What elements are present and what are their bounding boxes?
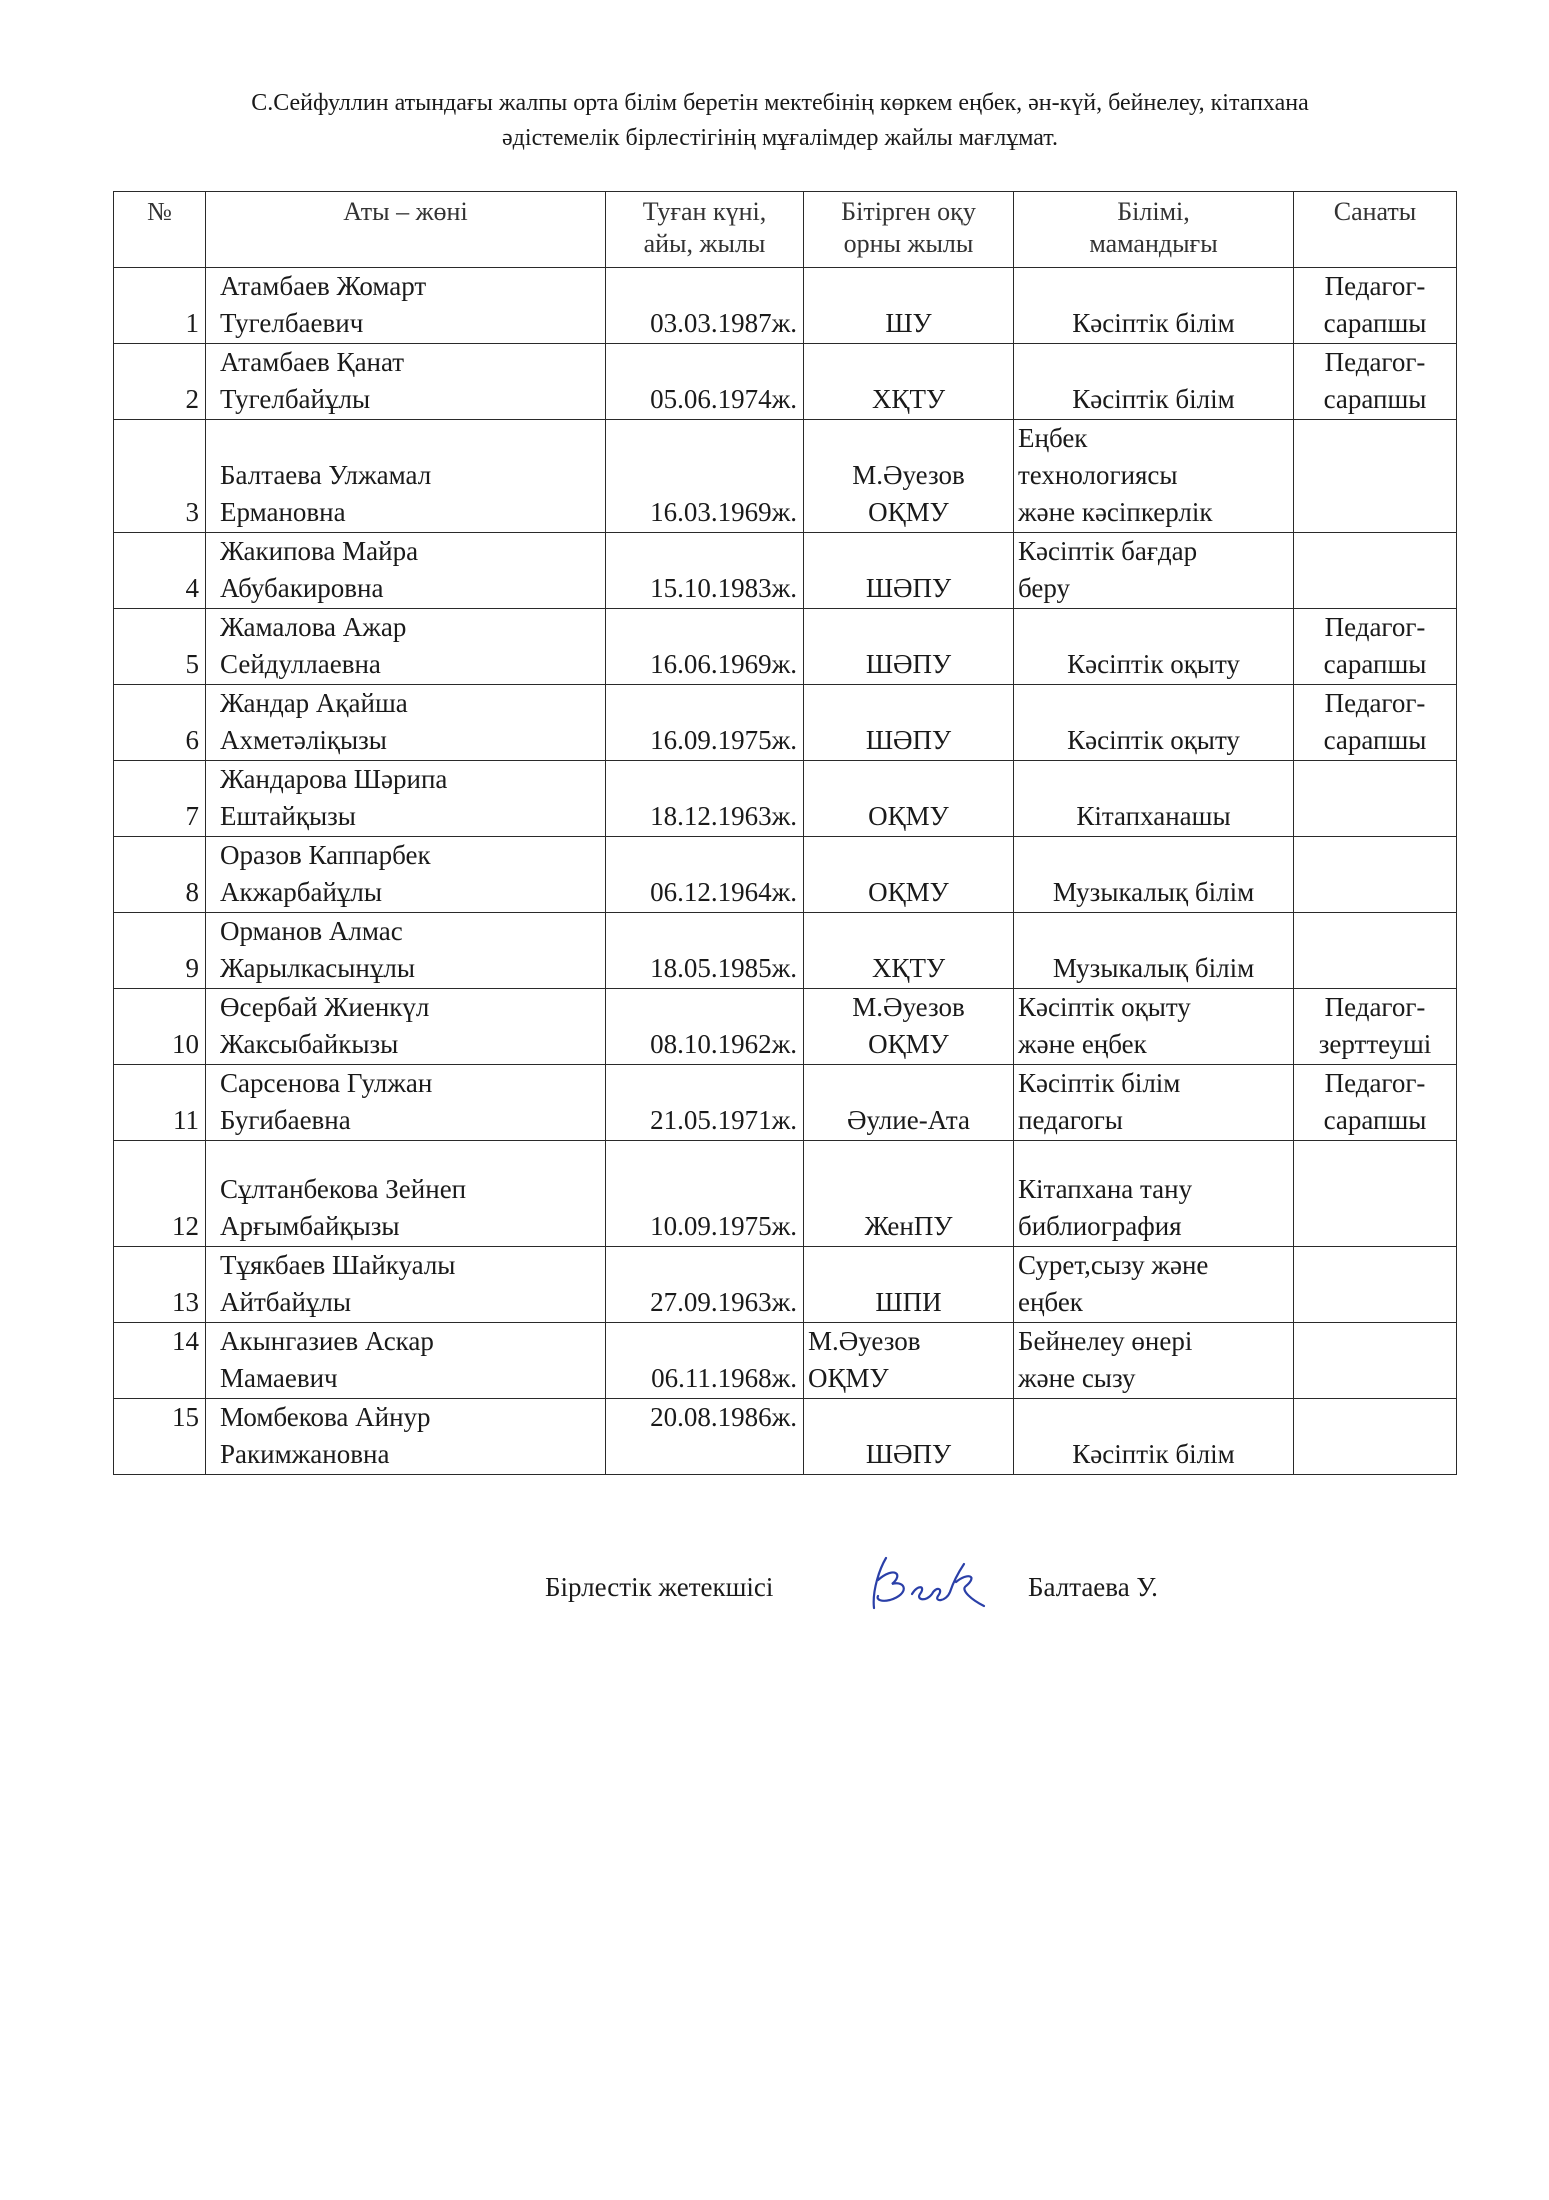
teacher-name-line: Тугелбайұлы (220, 384, 371, 414)
teacher-name-line: Тугелбаевич (220, 308, 364, 338)
category (1294, 989, 1457, 1065)
category-line: зерттеуші (1318, 1029, 1432, 1059)
table-row (114, 913, 1457, 989)
teachers-table (113, 191, 1457, 1475)
university-line: ОҚМУ (808, 1363, 889, 1393)
birth-date: 18.12.1963ж. (606, 761, 804, 837)
teacher-name-line: Өсербай Жиенкүл (220, 992, 430, 1022)
table-row (114, 1141, 1457, 1247)
birth-date: 05.06.1974ж. (606, 344, 804, 420)
category (1294, 420, 1457, 533)
teacher-name-line: Жандарова Шәрипа (220, 764, 448, 794)
teacher-name-line: Акжарбайұлы (220, 877, 383, 907)
teacher-name-line: Орманов Алмас (220, 916, 403, 946)
category (1294, 913, 1457, 989)
category-line: Педагог- (1324, 271, 1426, 301)
university (804, 420, 1014, 533)
category (1294, 1065, 1457, 1141)
birth-date: 06.11.1968ж. (606, 1323, 804, 1399)
category-line: Педагог- (1324, 1068, 1426, 1098)
university (804, 344, 1014, 420)
category-line: сарапшы (1323, 725, 1427, 755)
row-number: 1 (114, 268, 206, 344)
university-line: М.Әуезов (808, 1326, 921, 1356)
teacher-name-line: Жандар Ақайша (220, 688, 408, 718)
table-row (114, 837, 1457, 913)
education-line: Кәсіптік білім (1072, 1439, 1235, 1469)
table-row (114, 761, 1457, 837)
teacher-name-line: Мамаевич (220, 1363, 338, 1393)
document-title (110, 86, 1450, 156)
category (1294, 837, 1457, 913)
row-number: 12 (114, 1141, 206, 1247)
birth-date: 03.03.1987ж. (606, 268, 804, 344)
header-category: Санаты (1294, 192, 1457, 268)
row-number: 3 (114, 420, 206, 533)
category-line: сарапшы (1323, 1105, 1427, 1135)
handwritten-signature (860, 1550, 990, 1620)
university (804, 913, 1014, 989)
education-line: Кәсіптік бағдар (1018, 536, 1198, 566)
table-row (114, 1399, 1457, 1475)
title-line-1: С.Сейфуллин атындағы жалпы орта білім беретін мектебінің көркем еңбек, ән-күй, бейнелеу, кітапхана (251, 90, 1309, 116)
university (804, 268, 1014, 344)
teacher-name (206, 913, 606, 989)
category (1294, 1247, 1457, 1323)
category-line: Педагог- (1324, 992, 1426, 1022)
row-number: 7 (114, 761, 206, 837)
university (804, 1399, 1014, 1475)
teacher-name-line: Акынгазиев Аскар (220, 1326, 434, 1356)
row-number: 10 (114, 989, 206, 1065)
university (804, 1065, 1014, 1141)
birth-date: 21.05.1971ж. (606, 1065, 804, 1141)
birth-date: 06.12.1964ж. (606, 837, 804, 913)
education (1014, 989, 1294, 1065)
row-number: 13 (114, 1247, 206, 1323)
education-line: Кәсіптік білім (1072, 384, 1235, 414)
birth-date: 15.10.1983ж. (606, 533, 804, 609)
university-line: ШӘПУ (865, 725, 952, 755)
row-number: 6 (114, 685, 206, 761)
teacher-name-line: Бугибаевна (220, 1105, 351, 1135)
birth-date: 18.05.1985ж. (606, 913, 804, 989)
category (1294, 268, 1457, 344)
education (1014, 268, 1294, 344)
education-line: және еңбек (1018, 1029, 1147, 1059)
teacher-name-line: Абубакировна (220, 573, 384, 603)
category (1294, 533, 1457, 609)
leader-label: Бірлестік жетекшісі (545, 1572, 774, 1602)
header-birth-line: айы, жылы (643, 229, 766, 258)
teacher-name (206, 344, 606, 420)
category-line: Педагог- (1324, 347, 1426, 377)
category-line: Педагог- (1324, 612, 1426, 642)
education-line: және сызу (1018, 1363, 1136, 1393)
university (804, 1323, 1014, 1399)
signature-block (0, 1572, 1549, 1642)
teacher-name (206, 989, 606, 1065)
education-line: еңбек (1018, 1287, 1083, 1317)
university-line: ЖенПУ (864, 1211, 953, 1241)
education (1014, 837, 1294, 913)
table-row (114, 420, 1457, 533)
category (1294, 1141, 1457, 1247)
education (1014, 420, 1294, 533)
education (1014, 1065, 1294, 1141)
university-line: ШӘПУ (865, 573, 952, 603)
category-line: Педагог- (1324, 688, 1426, 718)
header-university (804, 192, 1014, 268)
university (804, 989, 1014, 1065)
university-line: М.Әуезов (852, 460, 965, 490)
university (804, 1247, 1014, 1323)
header-number: № (114, 192, 206, 268)
teacher-name (206, 761, 606, 837)
teacher-name-line: Жаксыбайкызы (220, 1029, 399, 1059)
table-header-row (114, 192, 1457, 268)
birth-date: 16.06.1969ж. (606, 609, 804, 685)
category (1294, 1323, 1457, 1399)
birth-date: 16.03.1969ж. (606, 420, 804, 533)
university (804, 609, 1014, 685)
header-name: Аты – жөні (206, 192, 606, 268)
category (1294, 761, 1457, 837)
category (1294, 609, 1457, 685)
university-line: ШУ (885, 308, 932, 338)
teacher-name (206, 837, 606, 913)
university-line: ШӘПУ (865, 649, 952, 679)
university-line: Әулие-Ата (847, 1105, 970, 1135)
row-number: 14 (114, 1323, 206, 1399)
education (1014, 533, 1294, 609)
university-line: ХҚТУ (871, 953, 946, 983)
teacher-name (206, 1399, 606, 1475)
teacher-name (206, 1065, 606, 1141)
education-line: Кәсіптік білім (1072, 308, 1235, 338)
university-line: ШПИ (875, 1287, 942, 1317)
row-number: 9 (114, 913, 206, 989)
university-line: ШӘПУ (865, 1439, 952, 1469)
education-line: Еңбек (1018, 423, 1088, 453)
header-education (1014, 192, 1294, 268)
teacher-name-line: Оразов Каппарбек (220, 840, 431, 870)
education-line: Музыкалық білім (1052, 877, 1255, 907)
header-education-line: Білімі, (1117, 197, 1190, 226)
teacher-name-line: Балтаева Улжамал (220, 460, 432, 490)
education (1014, 1399, 1294, 1475)
teacher-name-line: Атамбаев Жомарт (220, 271, 427, 301)
teacher-name (206, 685, 606, 761)
university (804, 1141, 1014, 1247)
teacher-name-line: Ракимжановна (220, 1439, 390, 1469)
title-line-2: әдістемелік бірлестігінің мұғалімдер жайлы мағлұмат. (502, 125, 1058, 151)
birth-date: 08.10.1962ж. (606, 989, 804, 1065)
education (1014, 685, 1294, 761)
birth-date: 10.09.1975ж. (606, 1141, 804, 1247)
university (804, 533, 1014, 609)
teacher-name-line: Момбекова Айнур (220, 1402, 431, 1432)
row-number: 15 (114, 1399, 206, 1475)
education (1014, 1323, 1294, 1399)
category (1294, 1399, 1457, 1475)
table-row (114, 344, 1457, 420)
education (1014, 344, 1294, 420)
table-row (114, 989, 1457, 1065)
university (804, 837, 1014, 913)
education-line: Кәсіптік оқыту (1067, 725, 1240, 755)
education-line: Музыкалық білім (1052, 953, 1255, 983)
education-line: Сурет,сызу және (1018, 1250, 1209, 1280)
education (1014, 1141, 1294, 1247)
education-line: беру (1018, 573, 1071, 603)
university-line: ОҚМУ (868, 1029, 949, 1059)
education-line: библиография (1018, 1211, 1182, 1241)
university-line: М.Әуезов (852, 992, 965, 1022)
teacher-name (206, 1141, 606, 1247)
teacher-name (206, 268, 606, 344)
teacher-name-line: Айтбайұлы (220, 1287, 352, 1317)
teacher-name-line: Арғымбайқызы (220, 1211, 400, 1241)
table-row (114, 609, 1457, 685)
table-row (114, 1247, 1457, 1323)
education-line: Кәсіптік оқыту (1018, 992, 1191, 1022)
table-body (114, 268, 1457, 1475)
education-line: Бейнелеу өнері (1018, 1326, 1193, 1356)
teacher-name-line: Ештайқызы (220, 801, 356, 831)
teacher-name-line: Сарсенова Гулжан (220, 1068, 433, 1098)
education-line: және кәсіпкерлік (1018, 497, 1213, 527)
header-university-line: орны жылы (843, 229, 974, 258)
education-line: Кәсіптік оқыту (1067, 649, 1240, 679)
teacher-name (206, 420, 606, 533)
university-line: ОҚМУ (868, 877, 949, 907)
table-row (114, 268, 1457, 344)
table-row (114, 1323, 1457, 1399)
teacher-name-line: Сейдуллаевна (220, 649, 381, 679)
education-line: педагогы (1018, 1105, 1123, 1135)
table-row (114, 1065, 1457, 1141)
university-line: ХҚТУ (871, 384, 946, 414)
header-birth-date (606, 192, 804, 268)
birth-date: 27.09.1963ж. (606, 1247, 804, 1323)
category-line: сарапшы (1323, 384, 1427, 414)
education (1014, 609, 1294, 685)
university-line: ОҚМУ (868, 497, 949, 527)
university-line: ОҚМУ (868, 801, 949, 831)
teacher-name-line: Ермановна (220, 497, 346, 527)
table-row (114, 533, 1457, 609)
education-line: Кітапхана тану (1018, 1174, 1193, 1204)
education (1014, 761, 1294, 837)
education-line: Кітапханашы (1076, 801, 1231, 831)
education (1014, 913, 1294, 989)
category (1294, 685, 1457, 761)
teacher-name-line: Жамалова Ажар (220, 612, 407, 642)
teacher-name (206, 1323, 606, 1399)
header-university-line: Бітірген оқу (841, 197, 976, 226)
category (1294, 344, 1457, 420)
birth-date: 20.08.1986ж. (606, 1399, 804, 1475)
row-number: 2 (114, 344, 206, 420)
category-line: сарапшы (1323, 649, 1427, 679)
teacher-name (206, 533, 606, 609)
header-birth-line: Туған күні, (642, 197, 767, 226)
row-number: 8 (114, 837, 206, 913)
teacher-name (206, 609, 606, 685)
row-number: 4 (114, 533, 206, 609)
teacher-name-line: Ахметәліқызы (220, 725, 387, 755)
teacher-name-line: Тұякбаев Шайкуалы (220, 1250, 456, 1280)
education-line: Кәсіптік білім (1018, 1068, 1181, 1098)
leader-name: Балтаева У. (1028, 1572, 1158, 1602)
teacher-name (206, 1247, 606, 1323)
row-number: 11 (114, 1065, 206, 1141)
education-line: технологиясы (1018, 460, 1178, 490)
university (804, 761, 1014, 837)
education (1014, 1247, 1294, 1323)
teacher-name-line: Жарылкасынұлы (220, 953, 415, 983)
teacher-name-line: Сұлтанбекова Зейнеп (220, 1174, 467, 1204)
university (804, 685, 1014, 761)
teacher-name-line: Атамбаев Қанат (220, 347, 405, 377)
category-line: сарапшы (1323, 308, 1427, 338)
teacher-name-line: Жакипова Майра (220, 536, 419, 566)
row-number: 5 (114, 609, 206, 685)
birth-date: 16.09.1975ж. (606, 685, 804, 761)
header-education-line: мамандығы (1089, 229, 1218, 258)
table-row (114, 685, 1457, 761)
